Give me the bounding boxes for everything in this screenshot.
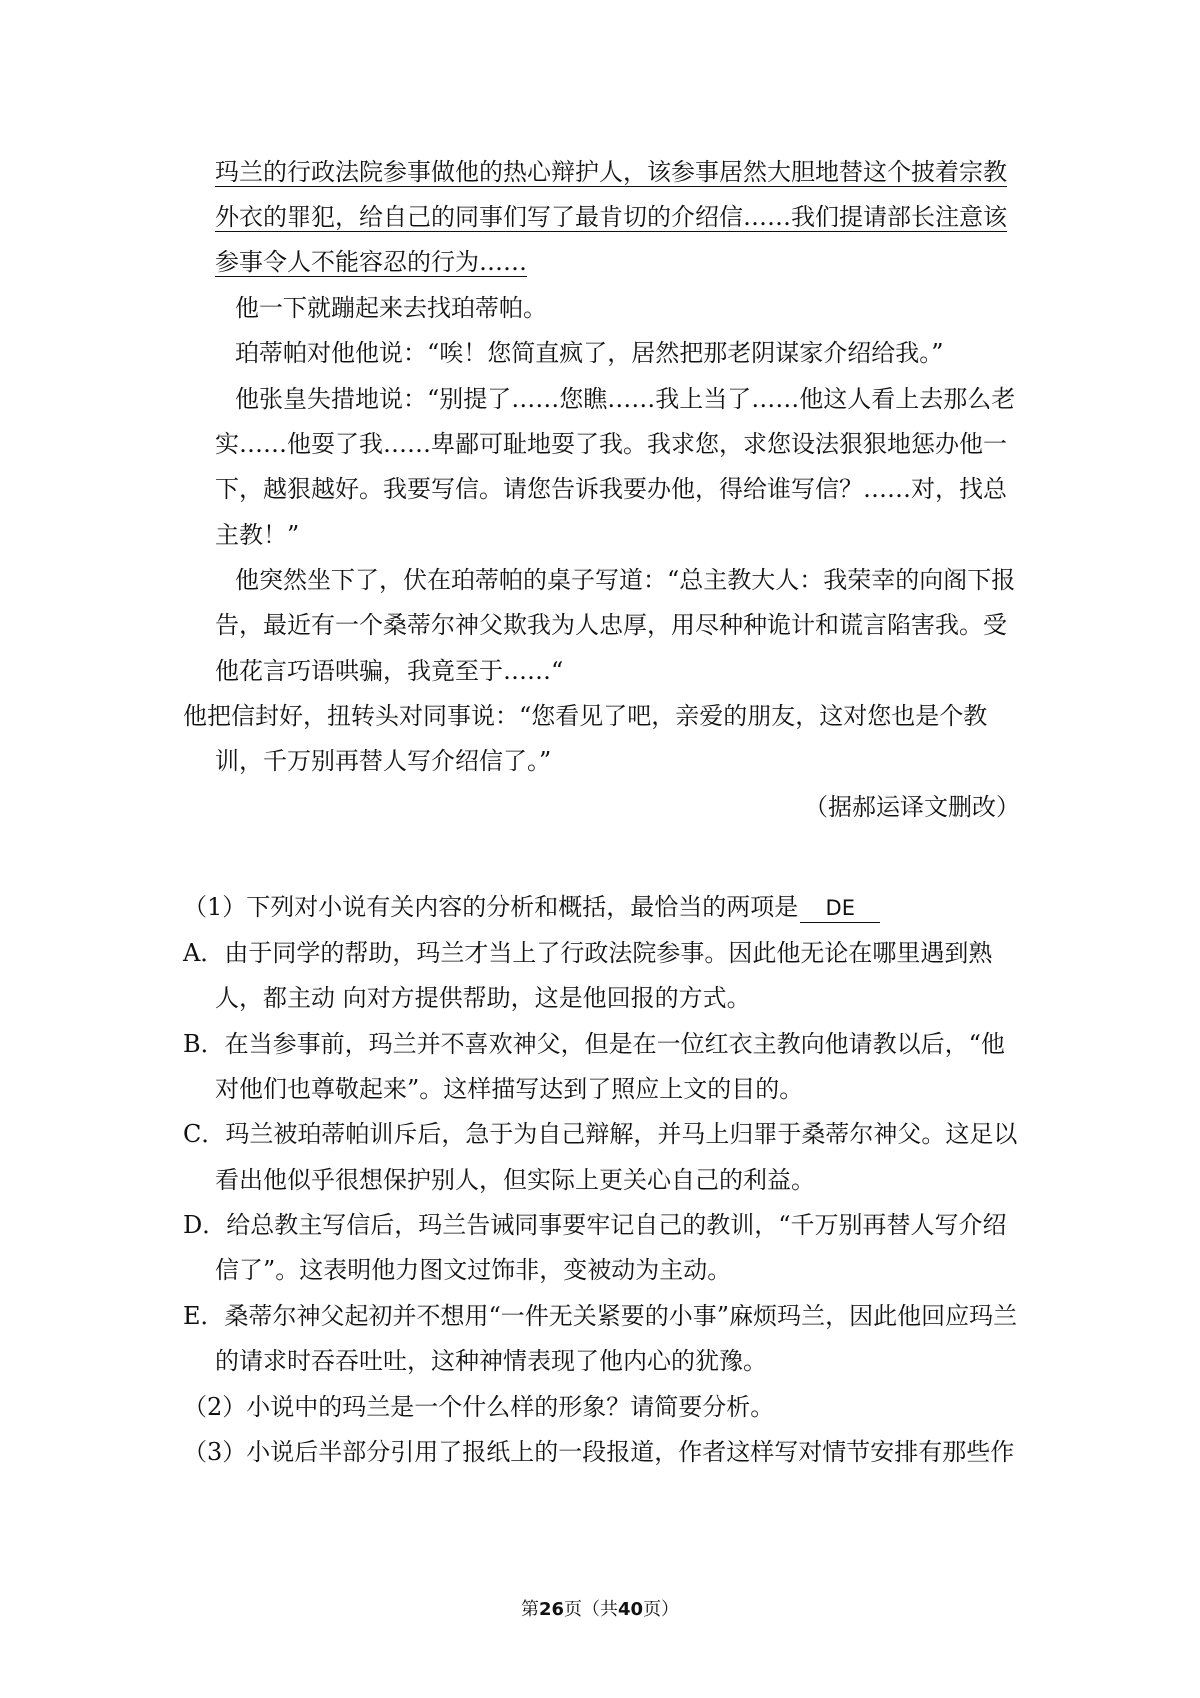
option-b-line-1 bbox=[183, 1028, 1005, 1060]
question-1-prompt: （1）下列对小说有关内容的分析和概括，最恰当的两项是 bbox=[183, 893, 799, 921]
footer-middle: 页（共 bbox=[564, 1599, 618, 1620]
passage-line: 下，越狠越好。我要写信。请您告诉我要办他，得给谁写信？……对，找总 bbox=[215, 475, 1007, 503]
option-label: A． bbox=[183, 939, 225, 967]
page-total: 40 bbox=[618, 1599, 644, 1620]
report-line-2: 外衣的罪犯，给自己的同事们写了最肯切的介绍信……我们提请部长注意该 bbox=[215, 203, 1007, 231]
page-number: 26 bbox=[538, 1599, 564, 1620]
passage-line: 主教！” bbox=[215, 521, 300, 549]
report-line-1: 玛兰的行政法院参事做他的热心辩护人，该参事居然大胆地替这个披着宗教 bbox=[215, 158, 1007, 186]
option-text: 给总教主写信后，玛兰告诫同事要牢记自己的教训，“千万别再替人写介绍 bbox=[226, 1211, 1007, 1239]
option-d-line-1 bbox=[183, 1209, 1007, 1241]
passage-line: 他一下就蹦起来去找珀蒂帕。 bbox=[235, 294, 547, 322]
option-e-line-1 bbox=[183, 1300, 1017, 1332]
option-text: 玛兰被珀蒂帕训斥后，急于为自己辩解，并马上归罪于桑蒂尔神父。这足以 bbox=[225, 1120, 1018, 1148]
option-label: B． bbox=[183, 1030, 225, 1058]
passage-line: 珀蒂帕对他他说：“唉！您简直疯了，居然把那老阴谋家介绍给我。” bbox=[235, 339, 944, 367]
passage-line: 他张皇失措地说：“别提了……您瞧……我上当了……他这人看上去那么老 bbox=[235, 385, 1016, 413]
passage-line: 实……他耍了我……卑鄙可耻地耍了我。我求您，求您设法狠狠地惩办他一 bbox=[215, 430, 1007, 458]
option-text: 在当参事前，玛兰并不喜欢神父，但是在一位红衣主教向他请教以后，“他 bbox=[224, 1030, 1005, 1058]
question-1-answer: DE bbox=[800, 894, 880, 923]
option-a-line-2: 人，都主动 向对方提供帮助，这是他回报的方式。 bbox=[215, 984, 751, 1012]
option-label: C． bbox=[183, 1120, 226, 1148]
question-1 bbox=[183, 891, 880, 923]
footer-prefix: 第 bbox=[520, 1599, 539, 1620]
option-label: E． bbox=[183, 1302, 225, 1330]
option-text: 桑蒂尔神父起初并不想用“一件无关紧要的小事”麻烦玛兰，因此他回应玛兰 bbox=[224, 1302, 1018, 1330]
passage-line: 训，千万别再替人写介绍信了。” bbox=[215, 747, 552, 775]
option-text: 由于同学的帮助，玛兰才当上了行政法院参事。因此他无论在哪里遇到熟 bbox=[224, 939, 993, 967]
option-label: D． bbox=[183, 1211, 227, 1239]
question-3: （3）小说后半部分引用了报纸上的一段报道，作者这样写对情节安排有那些作 bbox=[183, 1438, 1015, 1466]
footer-suffix: 页） bbox=[643, 1599, 680, 1620]
source-attribution: （据郝运译文删改） bbox=[804, 793, 1020, 821]
question-2: （2）小说中的玛兰是一个什么样的形象？请简要分析。 bbox=[183, 1393, 775, 1421]
passage-line: 他突然坐下了，伏在珀蒂帕的桌子写道：“总主教大人：我荣幸的向阁下报 bbox=[235, 566, 1016, 594]
passage-line: 他把信封好，扭转头对同事说：“您看见了吧，亲爱的朋友，这对您也是个教 bbox=[183, 702, 988, 730]
report-line-3: 参事令人不能容忍的行为…… bbox=[215, 248, 527, 276]
option-c-line-2: 看出他似乎很想保护别人，但实际上更关心自己的利益。 bbox=[215, 1166, 815, 1194]
page-footer bbox=[0, 1598, 1200, 1622]
option-b-line-2: 对他们也尊敬起来”。这样描写达到了照应上文的目的。 bbox=[215, 1075, 804, 1103]
passage-line: 他花言巧语哄骗，我竟至于……“ bbox=[215, 657, 564, 685]
option-d-line-2: 信了”。这表明他力图文过饰非，变被动为主动。 bbox=[215, 1256, 732, 1284]
option-c-line-1 bbox=[183, 1118, 1017, 1150]
passage-line: 告，最近有一个桑蒂尔神父欺我为人忠厚，用尽种种诡计和谎言陷害我。受 bbox=[215, 611, 1007, 639]
option-e-line-2: 的请求时吞吞吐吐，这种神情表现了他内心的犹豫。 bbox=[215, 1347, 767, 1375]
option-a-line-1 bbox=[183, 937, 992, 969]
